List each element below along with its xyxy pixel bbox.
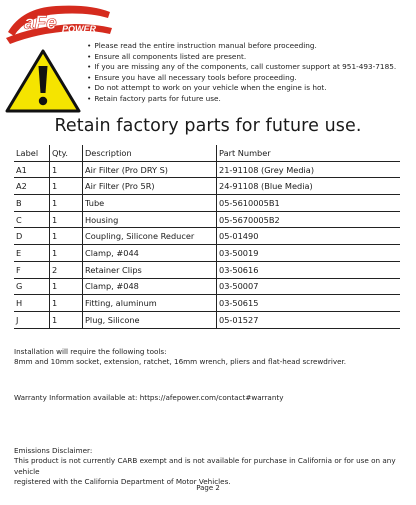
table-row bbox=[14, 211, 400, 228]
table-row bbox=[14, 295, 400, 312]
cell-qty: 1 bbox=[50, 195, 83, 212]
cell-label: A1 bbox=[14, 161, 50, 178]
cell-part-number: 05-01527 bbox=[217, 311, 401, 328]
cell-qty: 2 bbox=[50, 261, 83, 278]
col-header-description: Description bbox=[83, 145, 217, 161]
table-row bbox=[14, 311, 400, 328]
cell-label: J bbox=[14, 311, 50, 328]
cell-part-number: 05-5670005B2 bbox=[217, 211, 401, 228]
cell-label: F bbox=[14, 261, 50, 278]
cell-qty: 1 bbox=[50, 161, 83, 178]
cell-label: A2 bbox=[14, 178, 50, 195]
tools-intro: Installation will require the following tools: bbox=[14, 347, 167, 356]
cell-label: C bbox=[14, 211, 50, 228]
cell-part-number: 03-50615 bbox=[217, 295, 401, 312]
table-row bbox=[14, 245, 400, 262]
cell-description: Clamp, #044 bbox=[83, 245, 217, 262]
cell-part-number: 05-5610005B1 bbox=[217, 195, 401, 212]
cell-description: Coupling, Silicone Reducer bbox=[83, 228, 217, 245]
notice-item: • Do not attempt to work on your vehicle when the engine is hot. bbox=[87, 83, 396, 94]
emissions-line-2: registered with the California Department of Motor Vehicles. bbox=[14, 477, 231, 487]
cell-qty: 1 bbox=[50, 245, 83, 262]
col-header-label: Label bbox=[14, 145, 50, 161]
cell-label: G bbox=[14, 278, 50, 295]
logo-subtext: POWER bbox=[62, 24, 97, 34]
table-row bbox=[14, 261, 400, 278]
cell-description: Air Filter (Pro 5R) bbox=[83, 178, 217, 195]
safety-notices bbox=[87, 41, 396, 105]
notice-item: • Retain factory parts for future use. bbox=[87, 94, 396, 105]
cell-description: Retainer Clips bbox=[83, 261, 217, 278]
cell-description: Air Filter (Pro DRY S) bbox=[83, 161, 217, 178]
emissions-line-1: This product is not currently CARB exempt and is not available for purchase in California or for use on any vehicle bbox=[14, 456, 396, 476]
cell-description: Tube bbox=[83, 195, 217, 212]
logo-text: aFe bbox=[24, 13, 57, 34]
table-row bbox=[14, 178, 400, 195]
cell-description: Housing bbox=[83, 211, 217, 228]
cell-qty: 1 bbox=[50, 311, 83, 328]
cell-part-number: 03-50616 bbox=[217, 261, 401, 278]
cell-part-number: 03-50007 bbox=[217, 278, 401, 295]
table-row bbox=[14, 228, 400, 245]
warranty-info: Warranty Information available at: https://afepower.com/contact#warranty bbox=[14, 393, 284, 402]
cell-qty: 1 bbox=[50, 278, 83, 295]
emissions-disclaimer bbox=[14, 446, 416, 488]
cell-label: B bbox=[14, 195, 50, 212]
table-row bbox=[14, 161, 400, 178]
cell-part-number: 24-91108 (Blue Media) bbox=[217, 178, 401, 195]
notice-item: • If you are missing any of the components, call customer support at 951-493-7185. bbox=[87, 62, 396, 73]
tools-section bbox=[14, 347, 346, 368]
cell-description: Clamp, #048 bbox=[83, 278, 217, 295]
cell-label: D bbox=[14, 228, 50, 245]
page-number: Page 2 bbox=[196, 484, 220, 492]
cell-description: Fitting, aluminum bbox=[83, 295, 217, 312]
emissions-title: Emissions Disclaimer: bbox=[14, 446, 93, 455]
cell-qty: 1 bbox=[50, 211, 83, 228]
cell-qty: 1 bbox=[50, 295, 83, 312]
notice-item: • Ensure you have all necessary tools before proceeding. bbox=[87, 73, 396, 84]
cell-part-number: 05-01490 bbox=[217, 228, 401, 245]
col-header-qty: Qty. bbox=[50, 145, 83, 161]
cell-part-number: 21-91108 (Grey Media) bbox=[217, 161, 401, 178]
cell-description: Plug, Silicone bbox=[83, 311, 217, 328]
table-row bbox=[14, 195, 400, 212]
cell-part-number: 03-50019 bbox=[217, 245, 401, 262]
cell-label: E bbox=[14, 245, 50, 262]
afe-power-logo bbox=[4, 2, 114, 46]
cell-label: H bbox=[14, 295, 50, 312]
notice-item: • Please read the entire instruction manual before proceeding. bbox=[87, 41, 396, 52]
cell-qty: 1 bbox=[50, 178, 83, 195]
warning-triangle-icon bbox=[4, 48, 82, 114]
page-headline: Retain factory parts for future use. bbox=[54, 116, 362, 136]
table-header-row bbox=[14, 145, 400, 161]
notice-item: • Ensure all components listed are present. bbox=[87, 52, 396, 63]
parts-table bbox=[14, 145, 400, 329]
cell-qty: 1 bbox=[50, 228, 83, 245]
tools-list: 8mm and 10mm socket, extension, ratchet, 16mm wrench, pliers and flat-head screwdriver. bbox=[14, 357, 347, 367]
table-row bbox=[14, 278, 400, 295]
col-header-part-number: Part Number bbox=[217, 145, 401, 161]
